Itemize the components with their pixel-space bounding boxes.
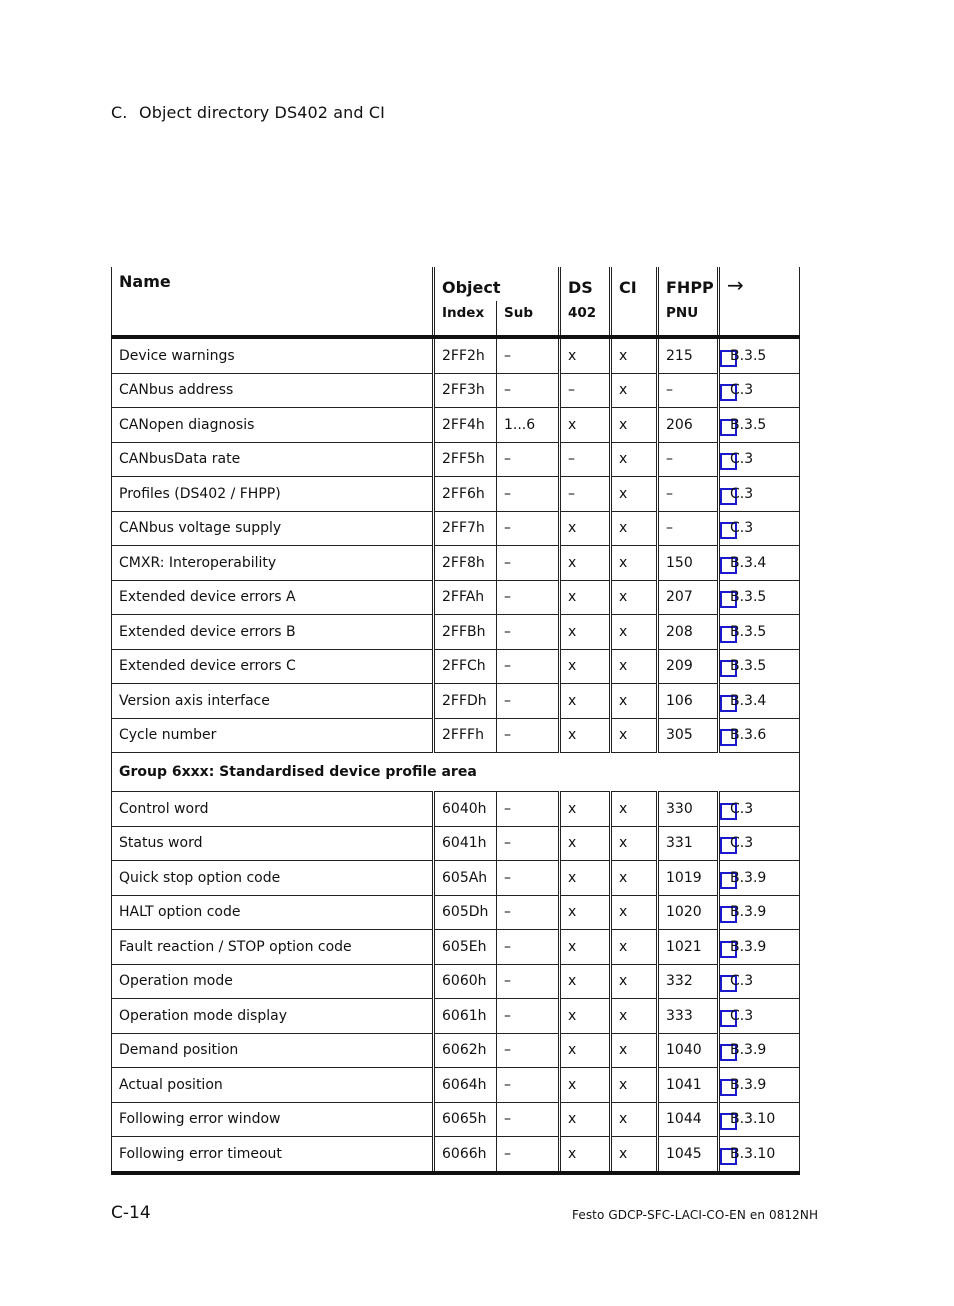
- cell-name: CANbus address: [112, 373, 434, 408]
- cell-reference-link[interactable]: [719, 546, 800, 581]
- reference-text: C.3: [730, 973, 754, 990]
- cell-name: CMXR: Interoperability: [112, 546, 434, 581]
- group-row: [112, 753, 800, 792]
- cell-pnu: 331: [658, 826, 719, 861]
- page-header: [111, 103, 385, 122]
- cell-sub: –: [497, 580, 560, 615]
- cell-sub: –: [497, 684, 560, 719]
- cell-index: 2FF4h: [434, 408, 497, 443]
- col-header-reference: [719, 267, 800, 301]
- cell-name: Version axis interface: [112, 684, 434, 719]
- cell-index: 605Eh: [434, 930, 497, 965]
- cell-ci: x: [611, 477, 658, 512]
- reference-text: B.3.9: [730, 1076, 767, 1093]
- cell-name: Status word: [112, 826, 434, 861]
- cell-index: 6040h: [434, 792, 497, 827]
- col-header-sub: Sub: [497, 301, 560, 337]
- cell-index: 6065h: [434, 1102, 497, 1137]
- cell-pnu: 1021: [658, 930, 719, 965]
- cell-reference-link[interactable]: [719, 442, 800, 477]
- table-row: [112, 895, 800, 930]
- cell-pnu: –: [658, 511, 719, 546]
- cell-ci: x: [611, 792, 658, 827]
- reference-text: C.3: [730, 520, 754, 537]
- cell-pnu: 206: [658, 408, 719, 443]
- cell-ds402: x: [560, 895, 611, 930]
- reference-text: B.3.9: [730, 904, 767, 921]
- cell-ds402: x: [560, 826, 611, 861]
- cell-ds402: x: [560, 1033, 611, 1068]
- reference-text: C.3: [730, 451, 754, 468]
- table-row: [112, 615, 800, 650]
- cell-ds402: x: [560, 546, 611, 581]
- cell-ds402: x: [560, 580, 611, 615]
- cell-reference-link[interactable]: [719, 964, 800, 999]
- table-row: [112, 826, 800, 861]
- cell-sub: –: [497, 718, 560, 753]
- cell-pnu: –: [658, 477, 719, 512]
- cell-index: 2FFFh: [434, 718, 497, 753]
- object-directory-table: [111, 267, 800, 1175]
- cell-sub: –: [497, 477, 560, 512]
- cell-index: 2FF3h: [434, 373, 497, 408]
- cell-ds402: x: [560, 1068, 611, 1103]
- cell-ci: x: [611, 861, 658, 896]
- cell-reference-link[interactable]: [719, 373, 800, 408]
- cell-ci: x: [611, 964, 658, 999]
- cell-pnu: 106: [658, 684, 719, 719]
- cell-ci: x: [611, 930, 658, 965]
- cell-ds402: –: [560, 442, 611, 477]
- cell-sub: –: [497, 511, 560, 546]
- table-row: [112, 477, 800, 512]
- cell-pnu: 150: [658, 546, 719, 581]
- cell-ci: x: [611, 408, 658, 443]
- cell-reference-link[interactable]: [719, 1102, 800, 1137]
- cell-ds402: –: [560, 477, 611, 512]
- cell-sub: –: [497, 373, 560, 408]
- cell-name: Operation mode display: [112, 999, 434, 1034]
- cell-index: 2FFCh: [434, 649, 497, 684]
- cell-sub: –: [497, 964, 560, 999]
- cell-ci: x: [611, 895, 658, 930]
- group-heading: Group 6xxx: Standardised device profile area: [112, 753, 800, 792]
- cell-name: HALT option code: [112, 895, 434, 930]
- cell-ci: x: [611, 337, 658, 373]
- cell-ds402: x: [560, 649, 611, 684]
- cell-ds402: x: [560, 337, 611, 373]
- table-row: [112, 792, 800, 827]
- cell-sub: 1...6: [497, 408, 560, 443]
- table-row: [112, 964, 800, 999]
- reference-text: B.3.9: [730, 938, 767, 955]
- table-row: [112, 649, 800, 684]
- cell-reference-link[interactable]: [719, 930, 800, 965]
- cell-pnu: 332: [658, 964, 719, 999]
- reference-text: B.3.4: [730, 692, 767, 709]
- cell-sub: –: [497, 1068, 560, 1103]
- cell-index: 2FF5h: [434, 442, 497, 477]
- cell-name: Cycle number: [112, 718, 434, 753]
- cell-ci: x: [611, 999, 658, 1034]
- cell-ci: x: [611, 649, 658, 684]
- document-id: Festo GDCP-SFC-LACI-CO-EN en 0812NH: [572, 1208, 819, 1222]
- col-header-name: Name: [112, 267, 434, 337]
- table-row: [112, 1102, 800, 1137]
- arrow-right-icon: →: [727, 273, 744, 297]
- cell-reference-link[interactable]: [719, 895, 800, 930]
- table-row: [112, 373, 800, 408]
- page-number: C-14: [111, 1203, 151, 1223]
- cell-reference-link[interactable]: [719, 477, 800, 512]
- table-row: [112, 337, 800, 373]
- cell-ds402: x: [560, 684, 611, 719]
- col-header-index: Index: [434, 301, 497, 337]
- col-header-object: Object: [434, 267, 560, 301]
- cell-index: 2FF7h: [434, 511, 497, 546]
- cell-name: Actual position: [112, 1068, 434, 1103]
- cell-sub: –: [497, 442, 560, 477]
- cell-ds402: x: [560, 1137, 611, 1173]
- cell-ds402: x: [560, 511, 611, 546]
- cell-pnu: 1044: [658, 1102, 719, 1137]
- col-header-ds402: 402: [560, 301, 611, 337]
- cell-sub: –: [497, 649, 560, 684]
- cell-index: 6064h: [434, 1068, 497, 1103]
- table-row: [112, 718, 800, 753]
- cell-index: 6066h: [434, 1137, 497, 1173]
- reference-text: B.3.9: [730, 1042, 767, 1059]
- cell-ds402: x: [560, 861, 611, 896]
- cell-reference-link[interactable]: [719, 861, 800, 896]
- cell-ci: x: [611, 826, 658, 861]
- cell-name: Fault reaction / STOP option code: [112, 930, 434, 965]
- reference-text: C.3: [730, 1007, 754, 1024]
- cell-reference-link[interactable]: [719, 826, 800, 861]
- table-row: [112, 1033, 800, 1068]
- cell-name: Device warnings: [112, 337, 434, 373]
- col-header-ci-blank: [611, 301, 658, 337]
- cell-reference-link[interactable]: [719, 792, 800, 827]
- reference-text: B.3.5: [730, 658, 767, 675]
- cell-ds402: x: [560, 930, 611, 965]
- cell-reference-link[interactable]: [719, 408, 800, 443]
- reference-text: B.3.5: [730, 589, 767, 606]
- cell-pnu: 1040: [658, 1033, 719, 1068]
- cell-sub: –: [497, 546, 560, 581]
- cell-sub: –: [497, 1033, 560, 1068]
- cell-sub: –: [497, 1102, 560, 1137]
- cell-pnu: 215: [658, 337, 719, 373]
- cell-reference-link[interactable]: [719, 1137, 800, 1173]
- cell-ci: x: [611, 1102, 658, 1137]
- cell-reference-link[interactable]: [719, 718, 800, 753]
- cell-index: 605Ah: [434, 861, 497, 896]
- cell-ds402: x: [560, 615, 611, 650]
- cell-reference-link[interactable]: [719, 1033, 800, 1068]
- reference-text: C.3: [730, 800, 754, 817]
- cell-ci: x: [611, 615, 658, 650]
- col-header-ref-blank: [719, 301, 800, 337]
- cell-ci: x: [611, 1068, 658, 1103]
- reference-text: C.3: [730, 485, 754, 502]
- cell-sub: –: [497, 930, 560, 965]
- cell-reference-link[interactable]: [719, 615, 800, 650]
- reference-text: B.3.10: [730, 1145, 776, 1162]
- cell-ds402: –: [560, 373, 611, 408]
- reference-text: B.3.4: [730, 554, 767, 571]
- cell-ds402: x: [560, 964, 611, 999]
- cell-sub: –: [497, 1137, 560, 1173]
- cell-index: 6062h: [434, 1033, 497, 1068]
- cell-name: Extended device errors B: [112, 615, 434, 650]
- cell-pnu: 207: [658, 580, 719, 615]
- cell-name: CANbusData rate: [112, 442, 434, 477]
- col-header-ci: CI: [611, 267, 658, 301]
- cell-ds402: x: [560, 718, 611, 753]
- col-header-ds: DS: [560, 267, 611, 301]
- table-row: [112, 546, 800, 581]
- table-row: [112, 930, 800, 965]
- reference-text: C.3: [730, 382, 754, 399]
- cell-ci: x: [611, 580, 658, 615]
- table-row: [112, 442, 800, 477]
- cell-ds402: x: [560, 792, 611, 827]
- table-row: [112, 1068, 800, 1103]
- cell-name: Demand position: [112, 1033, 434, 1068]
- cell-ds402: x: [560, 408, 611, 443]
- cell-index: 605Dh: [434, 895, 497, 930]
- reference-text: B.3.6: [730, 727, 767, 744]
- col-header-pnu: PNU: [658, 301, 719, 337]
- col-header-fhpp: FHPP: [658, 267, 719, 301]
- reference-text: C.3: [730, 835, 754, 852]
- cell-ds402: x: [560, 999, 611, 1034]
- cell-pnu: 209: [658, 649, 719, 684]
- cell-index: 6060h: [434, 964, 497, 999]
- header-row-1: [112, 267, 800, 301]
- cell-pnu: –: [658, 373, 719, 408]
- table-row: [112, 861, 800, 896]
- cell-ci: x: [611, 546, 658, 581]
- cell-sub: –: [497, 337, 560, 373]
- cell-ci: x: [611, 1033, 658, 1068]
- cell-index: 2FF2h: [434, 337, 497, 373]
- section-title: Object directory DS402 and CI: [139, 103, 385, 122]
- cell-reference-link[interactable]: [719, 684, 800, 719]
- cell-ci: x: [611, 511, 658, 546]
- reference-text: B.3.9: [730, 869, 767, 886]
- cell-name: Profiles (DS402 / FHPP): [112, 477, 434, 512]
- cell-reference-link[interactable]: [719, 337, 800, 373]
- cell-ci: x: [611, 718, 658, 753]
- section-number: C.: [111, 103, 128, 122]
- cell-index: 2FFDh: [434, 684, 497, 719]
- cell-name: Control word: [112, 792, 434, 827]
- reference-text: B.3.5: [730, 623, 767, 640]
- cell-name: Extended device errors C: [112, 649, 434, 684]
- cell-ds402: x: [560, 1102, 611, 1137]
- cell-pnu: 1045: [658, 1137, 719, 1173]
- cell-name: Following error window: [112, 1102, 434, 1137]
- cell-sub: –: [497, 895, 560, 930]
- reference-text: B.3.5: [730, 416, 767, 433]
- cell-pnu: –: [658, 442, 719, 477]
- table-row: [112, 511, 800, 546]
- table-row: [112, 684, 800, 719]
- cell-index: 2FFAh: [434, 580, 497, 615]
- cell-reference-link[interactable]: [719, 511, 800, 546]
- cell-sub: –: [497, 792, 560, 827]
- cell-sub: –: [497, 999, 560, 1034]
- cell-reference-link[interactable]: [719, 580, 800, 615]
- cell-reference-link[interactable]: [719, 999, 800, 1034]
- cell-index: 2FF6h: [434, 477, 497, 512]
- reference-text: B.3.5: [730, 347, 767, 364]
- cell-ci: x: [611, 442, 658, 477]
- cell-index: 2FFBh: [434, 615, 497, 650]
- cell-pnu: 305: [658, 718, 719, 753]
- table-row: [112, 1137, 800, 1173]
- cell-name: Quick stop option code: [112, 861, 434, 896]
- cell-name: CANopen diagnosis: [112, 408, 434, 443]
- table-row: [112, 580, 800, 615]
- cell-sub: –: [497, 615, 560, 650]
- reference-text: B.3.10: [730, 1111, 776, 1128]
- table-row: [112, 999, 800, 1034]
- table-row: [112, 408, 800, 443]
- cell-pnu: 1020: [658, 895, 719, 930]
- cell-ci: x: [611, 684, 658, 719]
- cell-index: 6061h: [434, 999, 497, 1034]
- cell-pnu: 208: [658, 615, 719, 650]
- cell-name: CANbus voltage supply: [112, 511, 434, 546]
- cell-sub: –: [497, 826, 560, 861]
- cell-reference-link[interactable]: [719, 1068, 800, 1103]
- cell-name: Following error timeout: [112, 1137, 434, 1173]
- cell-name: Extended device errors A: [112, 580, 434, 615]
- cell-pnu: 1019: [658, 861, 719, 896]
- cell-sub: –: [497, 861, 560, 896]
- cell-pnu: 333: [658, 999, 719, 1034]
- cell-index: 6041h: [434, 826, 497, 861]
- cell-pnu: 330: [658, 792, 719, 827]
- cell-pnu: 1041: [658, 1068, 719, 1103]
- cell-name: Operation mode: [112, 964, 434, 999]
- cell-index: 2FF8h: [434, 546, 497, 581]
- cell-reference-link[interactable]: [719, 649, 800, 684]
- cell-ci: x: [611, 1137, 658, 1173]
- cell-ci: x: [611, 373, 658, 408]
